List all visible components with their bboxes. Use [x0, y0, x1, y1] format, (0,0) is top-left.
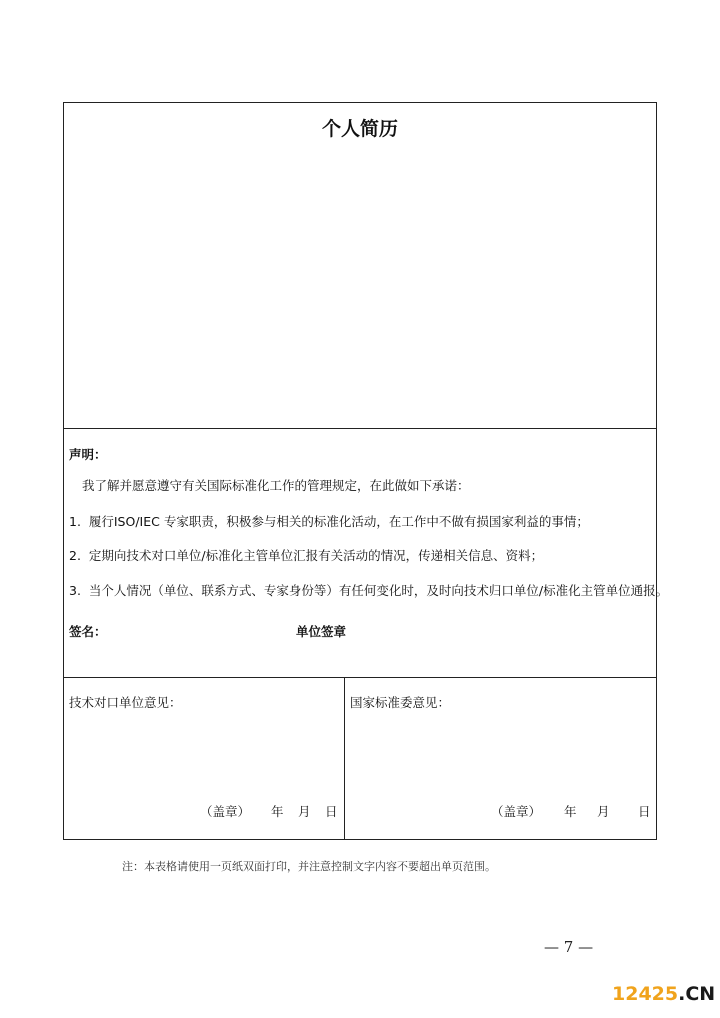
left-month-text: 月	[298, 804, 311, 819]
print-note: 注：本表格请使用一页纸双面打印，并注意控制文字内容不要超出单页范围。	[122, 860, 496, 873]
declaration-heading: 声明：	[69, 447, 107, 462]
tech-unit-opinion-label: 技术对口单位意见：	[69, 695, 182, 710]
watermark-suffix: .CN	[678, 983, 716, 1005]
declaration-intro: 我了解并愿意遵守有关国际标准化工作的管理规定，在此做如下承诺：	[82, 478, 470, 493]
declaration-item-3: 3. 当个人情况（单位、联系方式、专家身份等）有任何变化时，及时向技术归口单位/标准化主管单位通报。	[69, 583, 669, 598]
site-watermark-logo	[612, 983, 715, 1005]
left-day-text: 日	[325, 804, 338, 819]
signature-label: 签名：	[69, 624, 107, 639]
declaration-item-2: 2. 定期向技术对口单位/标准化主管单位汇报有关活动的情况，传递相关信息、资料；	[69, 548, 544, 563]
right-year-text: 年	[564, 804, 577, 819]
opinion-column-divider	[344, 677, 345, 840]
form-table-frame	[63, 102, 657, 840]
resume-title: 个人简历	[321, 118, 398, 140]
watermark-digits: 12425	[612, 983, 679, 1005]
right-day-text: 日	[638, 804, 651, 819]
left-year-text: 年	[271, 804, 284, 819]
sac-opinion-label: 国家标准委意见：	[350, 695, 451, 710]
unit-seal-label: 单位签章	[296, 624, 347, 639]
page-number: — 7 —	[544, 938, 594, 956]
left-seal-text: （盖章）	[200, 804, 251, 819]
right-seal-text: （盖章）	[491, 804, 542, 819]
declaration-item-1: 1. 履行ISO/IEC 专家职责，积极参与相关的标准化活动，在工作中不做有损国家利益的事情；	[69, 514, 589, 529]
declaration-section-divider	[63, 677, 657, 678]
right-month-text: 月	[597, 804, 610, 819]
resume-section-divider	[63, 428, 657, 429]
